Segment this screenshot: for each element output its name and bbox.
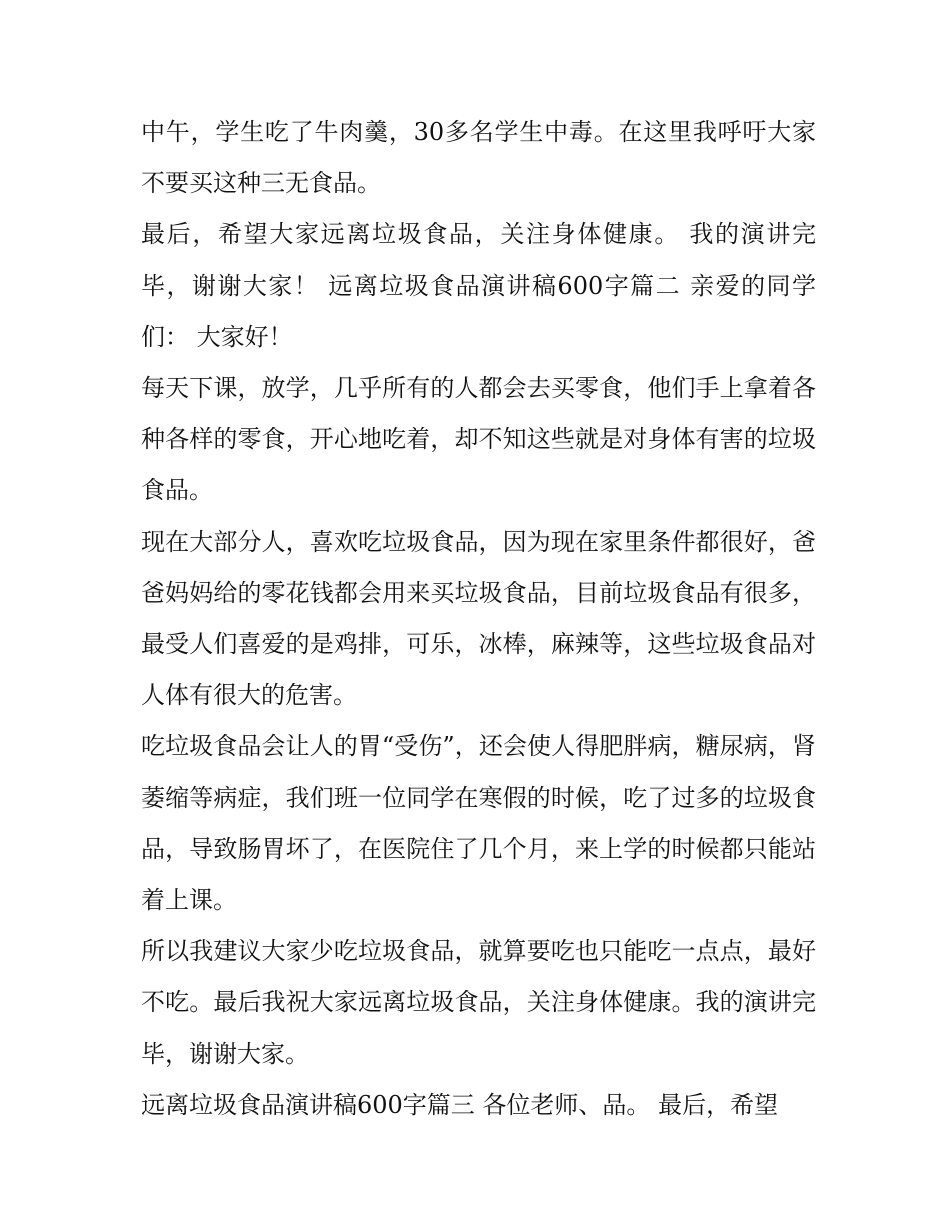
paragraph-3: 每天下课，放学，几乎所有的人都会去买零食，他们手上拿着各种各样的零食，开心地吃着，却不知这些就是对身体有害的垃圾食品。 <box>141 374 816 505</box>
paragraph-7: 远离垃圾食品演讲稿600字篇三 各位老师、品。 最后，希望 <box>141 1090 779 1119</box>
paragraph-1: 中午，学生吃了牛肉羹，30多名学生中毒。在这里我呼吁大家不要买这种三无食品。 <box>141 118 816 198</box>
document-body <box>141 107 816 1131</box>
paragraph-6: 所以我建议大家少吃垃圾食品，就算要吃也只能吃一点点，最好不吃。最后我祝大家远离垃圾食品，关注身体健康。我的演讲完毕，谢谢大家。 <box>141 937 816 1068</box>
paragraph-5: 吃垃圾食品会让人的胃“受伤”，还会使人得肥胖病，糖尿病，肾萎缩等病症，我们班一位同学在寒假的时候，吃了过多的垃圾食品，导致肠胃坏了，在医院住了几个月，来上学的时候都只能站着上课。 <box>141 732 816 915</box>
paragraph-2: 最后，希望大家远离垃圾食品，关注身体健康。 我的演讲完毕，谢谢大家！ 远离垃圾食品演讲稿600字篇二 亲爱的同学们： 大家好！ <box>141 220 816 351</box>
paragraph-4: 现在大部分人，喜欢吃垃圾食品，因为现在家里条件都很好，爸爸妈妈给的零花钱都会用来买垃圾食品，目前垃圾食品有很多，最受人们喜爱的是鸡排，可乐，冰棒，麻辣等，这些垃圾食品对人体有很大的危害。 <box>141 527 816 710</box>
